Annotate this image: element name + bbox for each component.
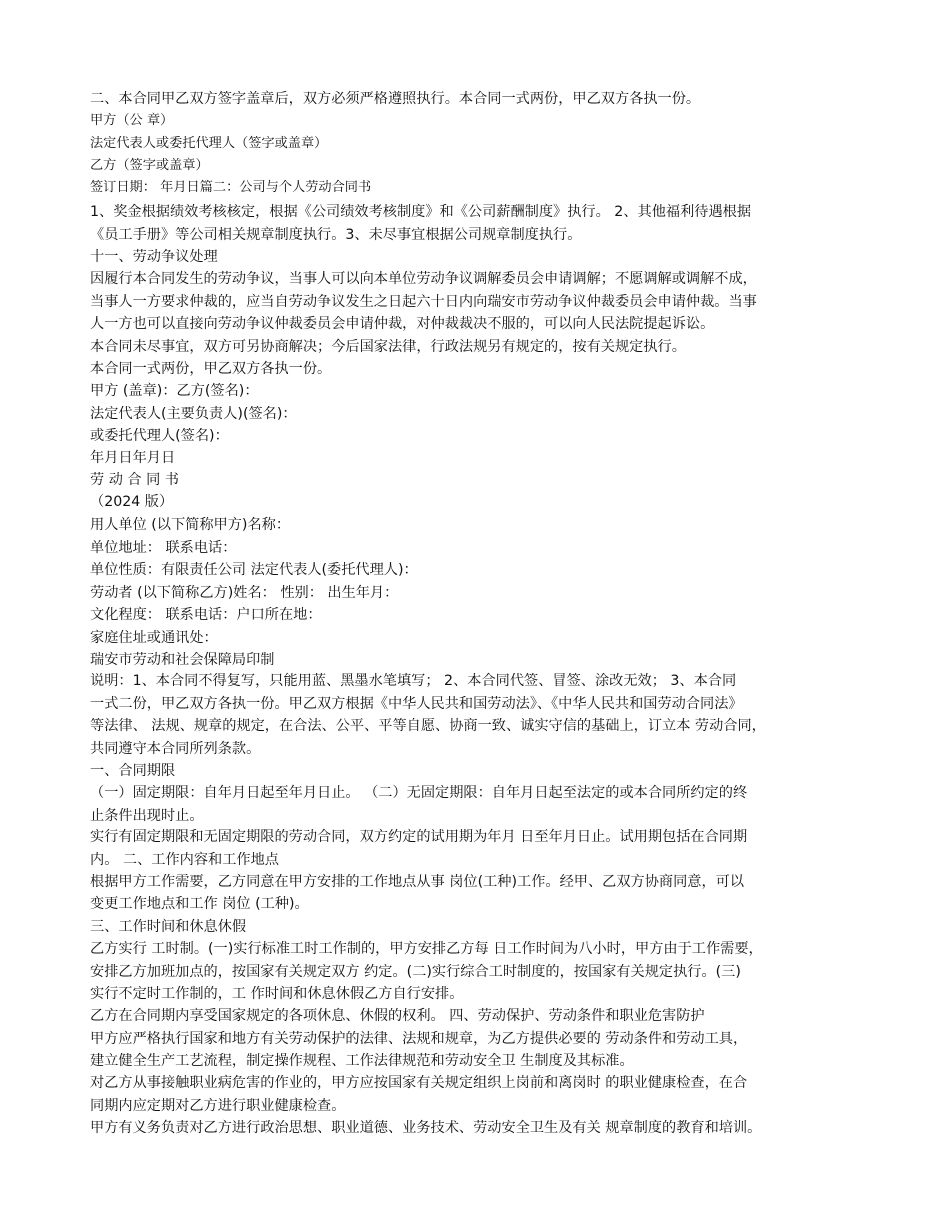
text-line: 同期内应定期对乙方进行职业健康检查。 [90, 1098, 346, 1114]
text-line: 1、奖金根据绩效考核核定，根据《公司绩效考核制度》和《公司薪酬制度》执行。 2、其他福利待遇根据 [90, 204, 752, 220]
contract-title: 劳 动 合 同 书 [90, 472, 179, 488]
text-line: 共同遵守本合同所列条款。 [90, 741, 261, 757]
text-line: 甲方 (盖章)：乙方(签名)： [90, 383, 259, 399]
text-line: 乙方在合同期内享受国家规定的各项休息、休假的权利。 四、劳动保护、劳动条件和职业危害防护 [90, 1008, 705, 1024]
text-line: 或委托代理人(签名)： [90, 428, 229, 444]
section-heading: 三、工作时间和休息休假 [90, 919, 247, 935]
text-line: 《员工手册》等公司相关规章制度执行。3、未尽事宜根据公司规章制度执行。 [90, 227, 582, 243]
text-line: 签订日期： 年月日篇二：公司与个人劳动合同书 [90, 180, 372, 195]
text-line: 单位性质：有限责任公司 法定代表人(委托代理人)： [90, 562, 418, 578]
text-line: 建立健全生产工艺流程，制定操作规程、工作法律规范和劳动安全卫 生制度及其标准。 [90, 1053, 634, 1069]
text-line: 甲方有义务负责对乙方进行政治思想、职业道德、业务技术、劳动安全卫生及有关 规章制度的教育和培训。 [90, 1120, 762, 1136]
text-line: 变更工作地点和工作 岗位 (工种)。 [90, 896, 309, 912]
text-line: 劳动者 (以下简称乙方)姓名： 性别： 出生年月： [90, 585, 399, 601]
text-line: 对乙方从事接触职业病危害的作业的，甲方应按国家有关规定组织上岗前和离岗时 的职业健康检查，在合 [90, 1075, 748, 1091]
text-line: 安排乙方加班加点的，按国家有关规定双方 约定。(二)实行综合工时制度的，按国家有关规定执行。(三) [90, 964, 741, 980]
text-line: 本合同未尽事宜，双方可另协商解决；今后国家法律，行政法规另有规定的，按有关规定执行。 [90, 339, 686, 355]
text-line: 等法律、 法规、规章的规定，在合法、公平、平等自愿、协商一致、诚实守信的基础上，订立本 劳动合同， [90, 718, 766, 734]
text-line: 乙方（签字或盖章） [90, 158, 209, 173]
text-line: 甲方（公 章） [90, 113, 174, 128]
text-line: 人一方也可以直接向劳动争议仲裁委员会申请仲裁，对仲裁裁决不服的，可以向人民法院提起诉讼。 [90, 316, 715, 332]
text-line: 甲方应严格执行国家和地方有关劳动保护的法律、法规和规章，为乙方提供必要的 劳动条件和劳动工具， [90, 1031, 748, 1047]
text-line: 文化程度： 联系电话：户口所在地： [90, 607, 322, 623]
contract-edition: （2024 版） [90, 494, 174, 510]
text-line: 止条件出现时止。 [90, 808, 204, 824]
text-line: 实行不定时工作制的，工 作时间和休息休假乙方自行安排。 [90, 986, 464, 1002]
text-line: 瑞安市劳动和社会保障局印制 [90, 652, 275, 668]
text-line: 用人单位 (以下简称甲方)名称： [90, 517, 291, 533]
text-line: 单位地址： 联系电话： [90, 540, 237, 556]
text-line: 内。 二、工作内容和工作地点 [90, 852, 279, 868]
text-line: 二、本合同甲乙双方签字盖章后，双方必须严格遵照执行。本合同一式两份，甲乙双方各执一份。 [90, 91, 701, 107]
text-line: （一）固定期限：自年月日起至年月日止。 （二）无固定期限：自年月日起至法定的或本合同所约定的终 [90, 785, 748, 801]
text-line: 年月日年月日 [90, 450, 176, 466]
text-line: 法定代表人或委托代理人（签字或盖章） [90, 136, 328, 151]
section-heading: 十一、劳动争议处理 [90, 249, 218, 265]
text-line: 一式二份，甲乙双方各执一份。甲乙双方根据《中华人民共和国劳动法》、《中华人民共和国劳动合同法》 [90, 696, 743, 712]
text-line: 实行有固定期限和无固定期限的劳动合同，双方约定的试用期为年月 日至年月日止。试用期包括在合同期 [90, 829, 748, 845]
text-line: 当事人一方要求仲裁的，应当自劳动争议发生之日起六十日内向瑞安市劳动争议仲裁委员会申请仲裁。当事 [90, 294, 757, 310]
text-line: 因履行本合同发生的劳动争议，当事人可以向本单位劳动争议调解委员会申请调解；不愿调解或调解不成， [90, 271, 757, 287]
text-line: 根据甲方工作需要，乙方同意在甲方安排的工作地点从事 岗位(工种)工作。经甲、乙双方协商同意，可以 [90, 874, 745, 890]
text-line: 家庭住址或通讯处： [90, 630, 218, 646]
text-line: 法定代表人(主要负责人)(签名)： [90, 406, 297, 422]
text-line: 说明：1、本合同不得复写，只能用蓝、黑墨水笔填写； 2、本合同代签、冒签、涂改无效； 3、本合同 [90, 673, 737, 689]
section-heading: 一、合同期限 [90, 763, 176, 779]
text-line: 乙方实行 工时制。(一)实行标准工时工作制的，甲方安排乙方每 日工作时间为八小时，甲方由于工作需要， [90, 941, 763, 957]
text-line: 本合同一式两份，甲乙双方各执一份。 [90, 361, 332, 377]
